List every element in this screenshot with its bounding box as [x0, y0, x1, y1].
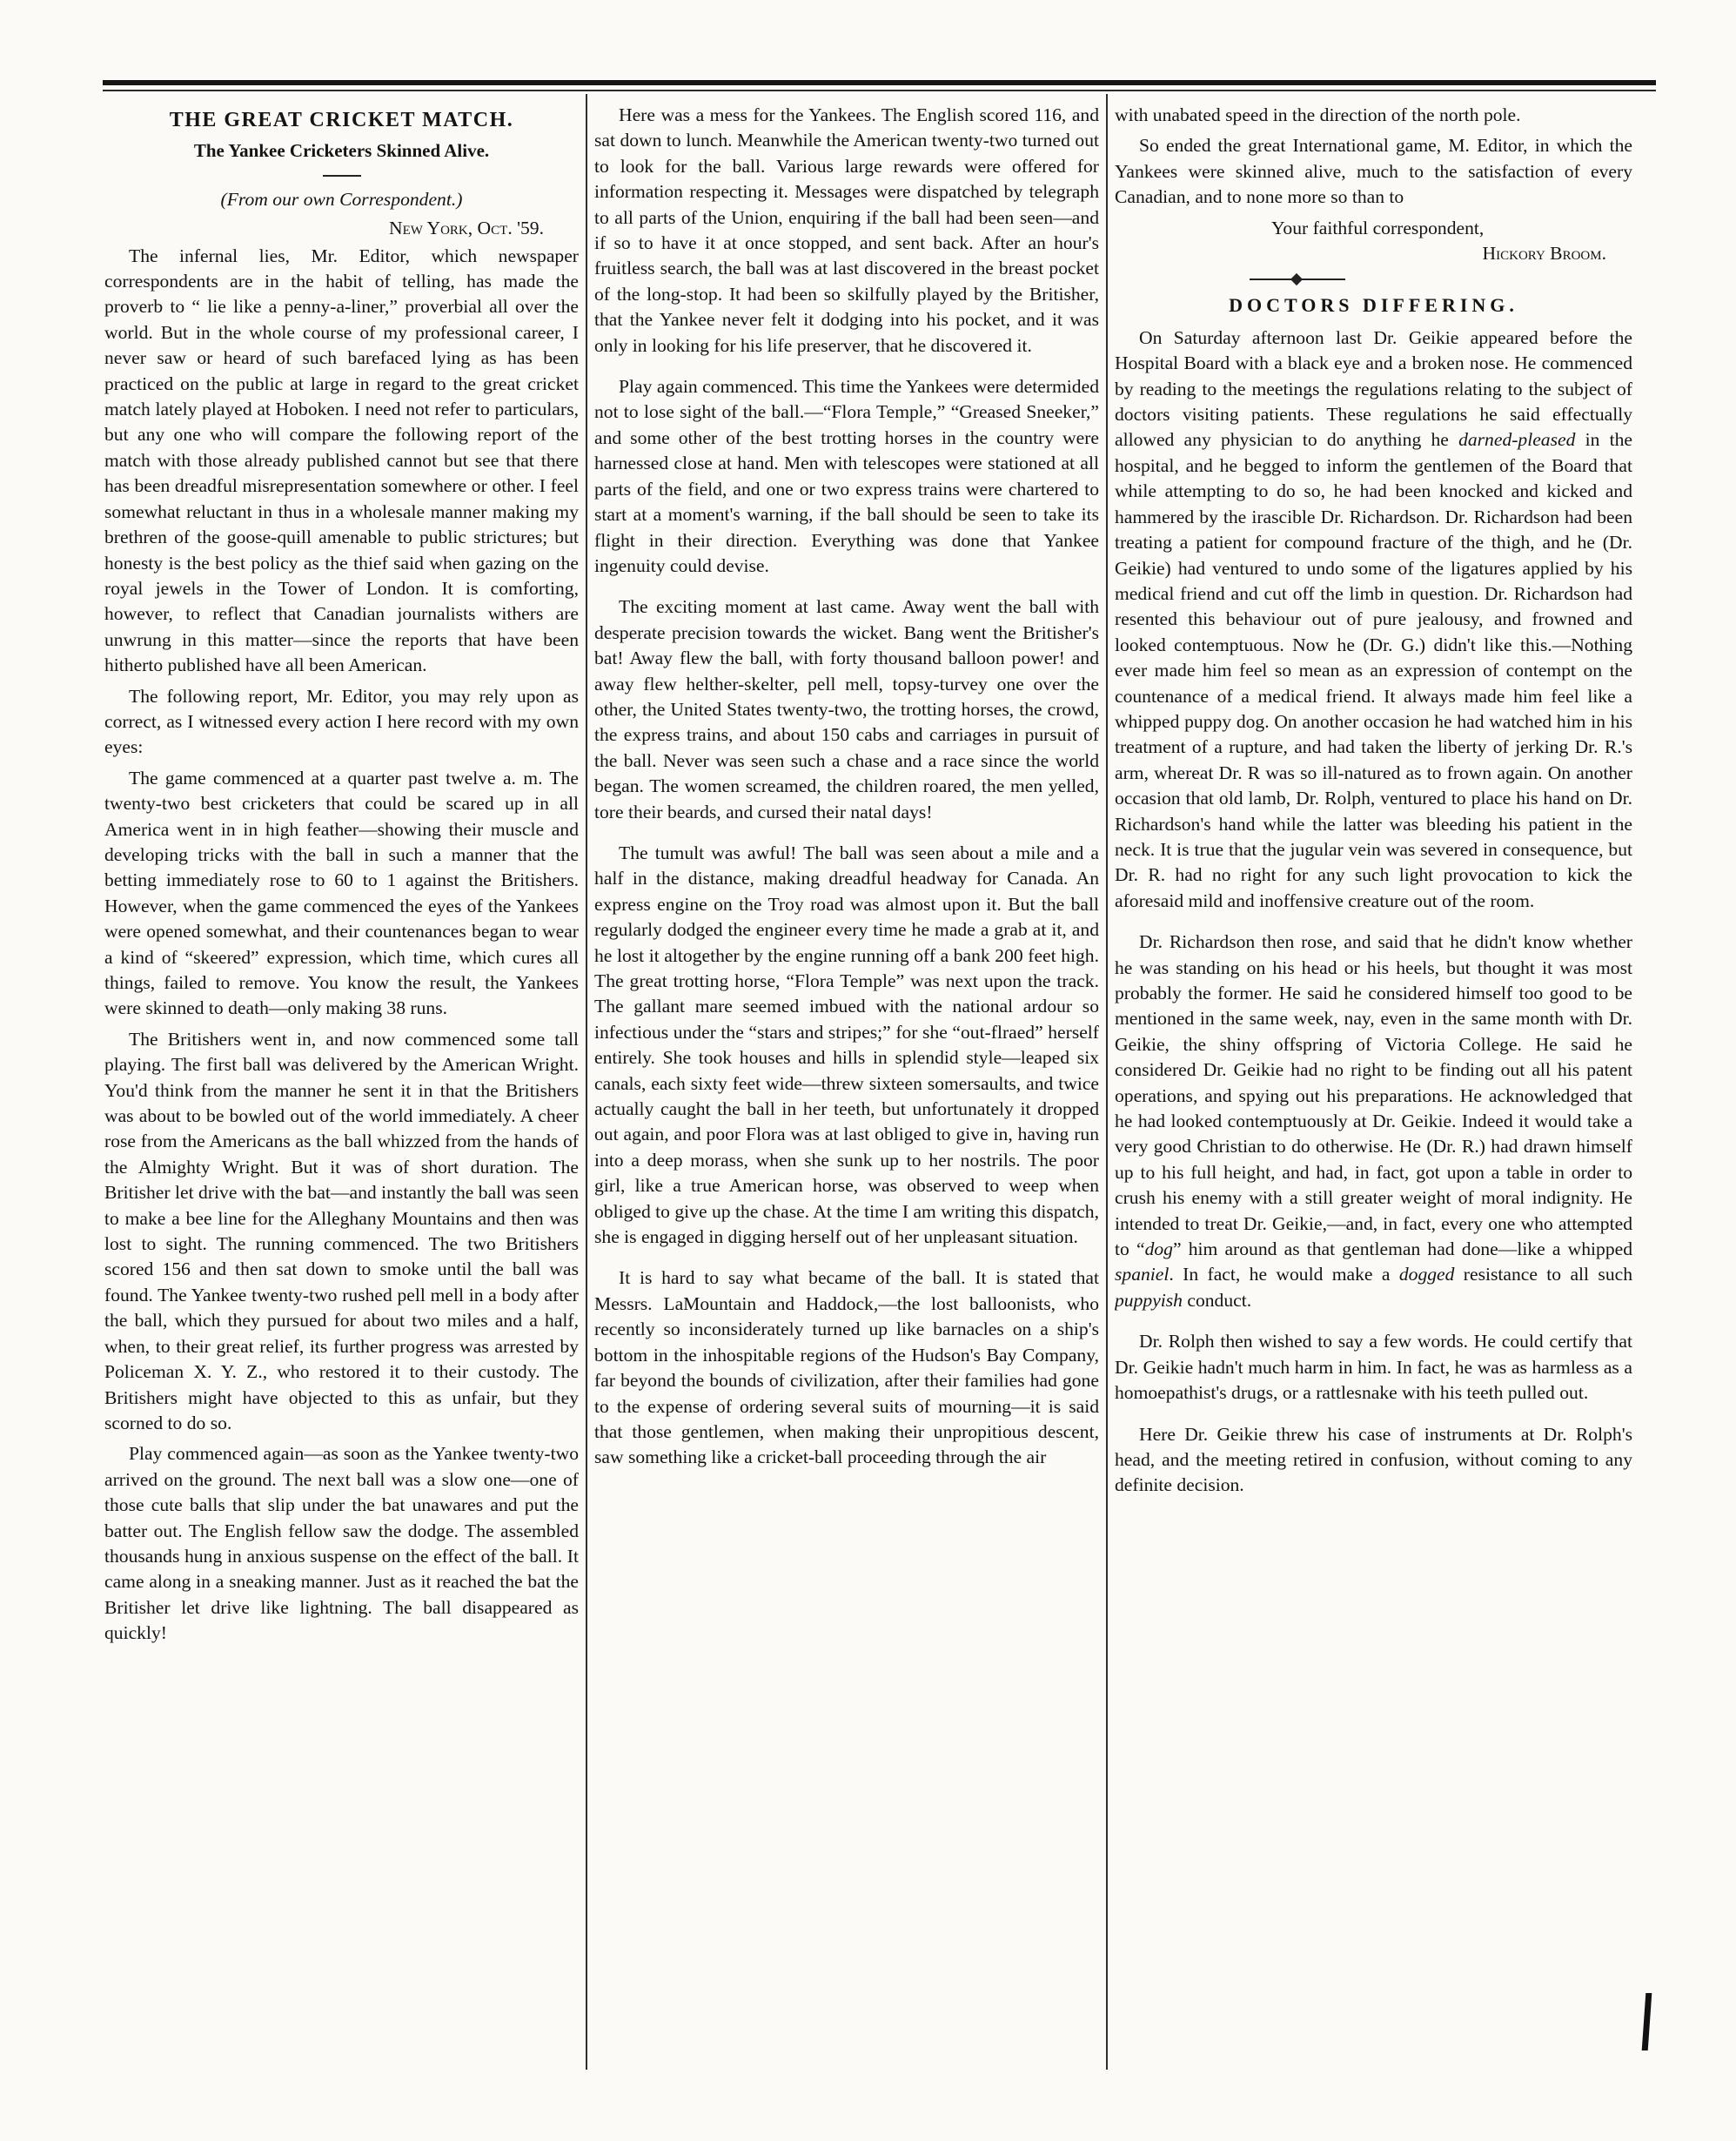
title-separator: [323, 175, 361, 177]
paragraph: Play again commenced. This time the Yankees were determided not to lose sight of the ball.—“Flora Temple,” “Greased Sneeker,” and some other of the best trotting horses in the country were harnessed close at hand. Men with telescopes were stationed at all parts of the field, and one or two express trains were chartered to start at a moment's warning, if the ball should be seen to take its flight in their direction. Everything was done that Yankee ingenuity could devise.: [594, 376, 1099, 576]
article-byline: (From our own Correspondent.): [220, 188, 463, 210]
masthead-rule-thin: [103, 90, 1656, 91]
paragraph: The tumult was awful! The ball was seen about a mile and a half in the distance, making dreadful headway for Canada. An express engine on the Troy road was almost upon it. But the ball regularly dodged the engineer every time he made a grab at it, and he lost it altogether by the engine running off a bank 200 feet high. The great trotting horse, “Flora Temple” was next upon the track. The gallant mare seemed imbued with the national ardour so infectious under the “stars and stripes;” for she “out-flraed” herself entirely. She took houses and hills in splendid style—leaped six canals, each sixty feet wide—threw sixteen somersaults, and twice actually caught the ball in her teeth, but unfortunately it dropped out again, and poor Flora was at last obliged to give in, having run into a deep morass, when she sunk up to her nostrils. The poor girl, like a true American horse, was observed to weep when obliged to give up the chase. At the time I am writing this dispatch, she is engaged in digging herself out of her unpleasant situation.: [594, 842, 1099, 1248]
paragraph: The following report, Mr. Editor, you may rely upon as correct, as I witnessed every action I here record with my own eyes:: [104, 685, 579, 758]
paragraph: The game commenced at a quarter past twelve a. m. The twenty-two best cricketers that could be scared up in all America went in in high feather—showing their muscle and developing tricks with the ball in such a manner that the betting immediately rose to 60 to 1 against the Britishers. However, when the game commenced the eyes of the Yankees were opened somewhat, and their countenances began to wear a kind of “skeered” expression, which time, which cures all things, failed to remove. You know the result, the Yankees were skinned to death—only making 38 runs.: [104, 767, 579, 1019]
left-column: [104, 103, 579, 2096]
right-column: [1115, 103, 1632, 2096]
paragraph: The Britishers went in, and now commenced some tall playing. The first ball was delivered by the American Wright. You'd think from the manner he sent it in that the Britishers was about to be bowled out of the world immediately. A cheer rose from the Americans as the ball whizzed from the hands of the Almighty Wright. But it was of short duration. The Britisher let drive with the bat—and instantly the ball was seen to make a bee line for the Alleghany Mountains and then was lost to sight. The running commenced. The two Britishers scored 156 and then sat down to smoke until the ball was found. The Yankee twenty-two rushed pell mell in a body after the ball, which they pursued for about two miles and a half, when, to their great relief, its further progress was arrested by Policeman X. Y. Z., who restored it to their custody. The Britishers might have objected to this as unfair, but they scorned to do so.: [104, 1028, 579, 1433]
paragraph: The infernal lies, Mr. Editor, which newspaper correspondents are in the habit of telling, has made the proverb to “ lie like a penny-a-liner,” proverbial all over the world. But in the whole course of my professional career, I never saw or heard of such barefaced lying as has been practiced on the public at large in regard to the great cricket match lately played at Hoboken. I need not refer to particulars, but any one who will compare the following report of the match with those already published cannot but see that there has been dreadful misrepresentation somewhere or other. I feel somewhat reluctant in thus in a wholesale manner making my brethren of the goose-quill amenable to public strictures; but honesty is the best policy as the thief said when gazing on the royal jewels in the Tower of London. It is comforting, however, to reflect that Canadian journalists withers are unwrung in this matter—since the reports that have been hitherto published have all been American.: [104, 245, 579, 676]
middle-column: [594, 103, 1099, 2096]
column-divider-left: [586, 94, 587, 2070]
column-divider-right: [1106, 94, 1108, 2070]
continuation-paragraph: So ended the great International game, M. Editor, in which the Yankees were skinned alive, much to the satisfaction of every Canadian, and to none more so than to: [1115, 135, 1632, 208]
paragraph: The exciting moment at last came. Away went the ball with desperate precision towards the wicket. Bang went the Britisher's bat! Away flew the ball, with forty thousand balloon power! and away flew helther-skelter, pell mell, topsy-turvey one over the other, the United States twenty-two, the trotting horses, the crowd, the express trains, and about 150 cabs and carriages in pursuit of the ball. Never was seen such a chase and a race since the world began. The women screamed, the children roared, the men yelled, tore their beards, and cursed their natal days!: [594, 596, 1099, 822]
letter-closing: Your faithful correspondent,: [1271, 217, 1485, 238]
article-separator: [1115, 270, 1632, 289]
article-subtitle: The Yankee Cricketers Skinned Alive.: [193, 140, 490, 162]
paragraph: It is hard to say what became of the ball. It is stated that Messrs. LaMountain and Haddock,—the lost balloonists, who recently so inconsiderately turned up like barnacles on a ship's bottom in the inhospitable regions of the Hudson's Bay Company, far beyond the bounds of civilization, after their families had gone to the expense of ordering several suits of mourning—it is said that those gentlemen, when making their unpropitious descent, saw something like a cricket-ball proceeding through the air: [594, 1267, 1099, 1468]
masthead-rule-thick: [103, 80, 1656, 85]
page-edge-mark: [1642, 1993, 1652, 2050]
article-dateline: New York, Oct. '59.: [388, 218, 544, 239]
continuation-paragraph: with unabated speed in the direction of the north pole.: [1115, 104, 1521, 125]
paragraph: Play commenced again—as soon as the Yankee twenty-two arrived on the ground. The next ball was a slow one—one of those cute balls that slip under the bat unawares and put the batter out. The English fellow saw the dodge. The assembled thousands hung in anxious suspense on the effect of the ball. It came along in a sneaking manner. Just as it reached the bat the Britisher let drive like lightning. The ball disappeared as quickly!: [104, 1443, 579, 1644]
paragraph: Here Dr. Geikie threw his case of instruments at Dr. Rolph's head, and the meeting retired in confusion, without coming to any definite decision.: [1115, 1423, 1632, 1496]
article-title: THE GREAT CRICKET MATCH.: [169, 109, 514, 131]
paragraph: Dr. Richardson then rose, and said that he didn't know whether he was standing on his head or his heels, but thought it was most probably the former. He said he considered himself too good to be mentioned in the same week, nay, even in the same month with Dr. Geikie, the shiny offspring of Victoria College. He said he considered Dr. Geikie had no right to be finding out all his patent operations, and spying out his preparations. He acknowledged that he had looked contemptuously at Dr. Geikie. Indeed it would take a very good Christian to do otherwise. He (Dr. R.) had drawn himself up to his full height, and had, in fact, got upon a table in order to crush his enemy with a still greater weight of moral indignity. He intended to treat Dr. Geikie,—and, in fact, every one who attempted to “dog” him around as that gentleman had done—like a whipped spaniel. In fact, he would make a dogged resistance to all such puppyish conduct.: [1115, 931, 1632, 1311]
second-article-title: DOCTORS DIFFERING.: [1229, 294, 1518, 317]
paragraph: Here was a mess for the Yankees. The English scored 116, and sat down to lunch. Meanwhile the American twenty-two turned out to look for the ball. Various large rewards were offered for information respecting it. Messages were dispatched by telegraph to all parts of the Union, enquiring if the ball had been seen—and if so to have it at once stopped, and sent back. After an hour's fruitless search, the ball was at last discovered in the breast pocket of the long-stop. It had been so skilfully played by the Britisher, that the Yankee never felt it dodging into his pocket, and it was only in looking for his life preserver, that he discovered it.: [594, 104, 1099, 356]
letter-signature: Hickory Broom.: [1482, 243, 1606, 265]
paragraph: Dr. Rolph then wished to say a few words. He could certify that Dr. Geikie hadn't much harm in him. In fact, he was as harmless as a homoepathist's drugs, or a rattlesnake with his teeth pulled out.: [1115, 1331, 1632, 1404]
paragraph: On Saturday afternoon last Dr. Geikie appeared before the Hospital Board with a black eye and a broken nose. He commenced by reading to the meetings the regulations relating to the subject of doctors visiting patients. These regulations he said effectually allowed any physician to do anything he darned-pleased in the hospital, and he begged to inform the gentlemen of the Board that while attempting to do so, he had been knocked and kicked and hammered by the irascible Dr. Richardson. Dr. Richardson had been treating a patient for compound fracture of the thigh, and he (Dr. Geikie) had ventured to undo some of the ligatures applied by his medical friend and cut off the limb in question. Dr. Richardson had resented this behaviour out of pure jealousy, and frowned and looked contemptuous. Now he (Dr. G.) didn't like this.—Nothing ever made him feel so mean as an expression of contempt on the countenance of a medical friend. It always made him feel like a whipped puppy dog. On another occasion he had watched him in his treatment of a rupture, and had taken the liberty of jerking Dr. R.'s arm, whereat Dr. R was so ill-natured as to frown again. On another occasion that old lamb, Dr. Rolph, ventured to place his hand on Dr. Richardson's hand while the latter was bleeding his patient in the neck. It is true that the jugular vein was severed in consequence, but Dr. R. had no right for any such light provocation to kick the aforesaid mild and inoffensive creature out of the room.: [1115, 326, 1632, 911]
